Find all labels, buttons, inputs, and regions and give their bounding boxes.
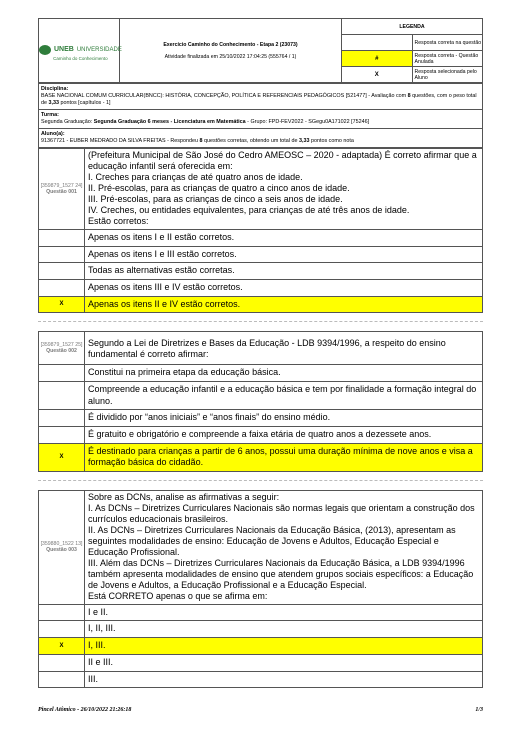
- question-statement: Sobre as DCNs, analise as afirmativas a seguir: I. As DCNs – Diretrizes Curriculares Nacionais são normas legais que orientam a construção dos currículos educacionais brasileiros. II. As DCNs – Diretrizes Curriculares Nacionais da Educação Básica, (2013), apresentam as seguintes modalidades de ensino: Educação de Jovens e Adultos, Educação Especial e Educação Profissional. III. Além das DCNs – Diretrizes Curriculares Nacionais da Educação Básica, a LDB 9394/1996 também apresenta modalidades de ensino que atendem grupos sociais específicos: a Educação de Jovens e Adultos, a Educação Profissional e a Educação Especial. Está CORRETO apenas o que se afirma em:: [85, 491, 483, 605]
- legend-symbol-correct: [342, 35, 413, 51]
- answer-option[interactable]: É dividido por “anos iniciais” e “anos finais” do ensino médio.: [39, 410, 483, 427]
- legend-text-selected: Resposta selecionada pelo Aluno: [412, 67, 483, 83]
- legend-heading: LEGENDA: [342, 19, 483, 35]
- disciplina-cell: Disciplina: BASE NACIONAL COMUM CURRICULAR(BNCC): HISTÓRIA, CONCEPÇÃO, POLÍTICA E REFERENCIAIS PEDAGÓGICOS [521477] - Avaliação com 8 questões, com o peso total de 3,33 pontos [capítulos - 1]: [39, 84, 483, 110]
- page-number: 1/3: [475, 707, 483, 713]
- answer-option[interactable]: Apenas os itens III e IV estão corretos.: [39, 279, 483, 296]
- title-cell: [120, 19, 342, 83]
- header-table: [38, 18, 483, 83]
- answer-option[interactable]: II e III.: [39, 654, 483, 671]
- answer-option[interactable]: Apenas os itens I e III estão corretos.: [39, 246, 483, 263]
- question-id: [359879_1527 25] Questão 002: [39, 332, 85, 365]
- legend-text-annulled: Resposta correta - Questão Anulada: [412, 51, 483, 67]
- question-statement: (Prefeitura Municipal de São José do Cedro AMEOSC – 2020 - adaptada) É correto afirmar que a educação infantil será oferecida em: I. Creches para crianças de até quatro anos de idade. II. Pré-escolas, para as crianças de quatro a cinco anos de idade. III. Pré-escolas, para as crianças de cinco a seis anos de idade. IV. Creches, ou entidades equivalentes, para crianças de até três anos de idade. Estão corretos:: [85, 149, 483, 230]
- answer-option[interactable]: I e II.: [39, 604, 483, 621]
- footer-timestamp: Pincel Atômico - 26/10/2022 21:26:18: [38, 707, 132, 713]
- question-id: [359879_1527 24] Questão 001: [39, 149, 85, 230]
- legend-symbol-annulled: #: [342, 51, 413, 67]
- answer-option[interactable]: Todas as alternativas estão corretas.: [39, 263, 483, 280]
- logo-cell: [39, 19, 120, 83]
- logo-emblem-icon: [39, 45, 51, 55]
- answer-option[interactable]: Compreende a educação infantil e a educação básica e tem por finalidade a formação integral do aluno.: [39, 381, 483, 409]
- legend-symbol-selected: X: [342, 67, 413, 83]
- question-id: [359880_1522 13] Questão 003: [39, 491, 85, 605]
- question-002: [38, 331, 483, 472]
- aluno-cell: Aluno(a): 91367721 - EUBER MEDRADO DA SILVA FREITAS - Respondeu 8 questões corretas, obtendo um total de 3,33 pontos como nota: [39, 129, 483, 148]
- answer-option[interactable]: Constitui na primeira etapa da educação básica.: [39, 365, 483, 382]
- exam-subtitle: Atividade finalizada em 25/10/2022 17:04:25 (555764 / 1): [164, 53, 297, 60]
- answer-option-selected[interactable]: X É destinado para crianças a partir de 6 anos, possui uma duração mínima de nove anos e visa a formação básica do cidadão.: [39, 443, 483, 471]
- exam-title: Exercício Caminho do Conhecimento - Etapa 2 (23073): [163, 41, 298, 48]
- answer-option-selected[interactable]: X Apenas os itens II e IV estão corretos.: [39, 296, 483, 313]
- question-003: [38, 490, 483, 688]
- answer-option[interactable]: Apenas os itens I e II estão corretos.: [39, 229, 483, 246]
- institution-logo: UNEB UNIVERSIDADE Caminho do Conhecimento: [39, 45, 122, 61]
- legend-text-correct: Resposta correta na questão: [412, 35, 483, 51]
- turma-cell: Turma: Segunda Graduação: Segunda Graduação 6 meses - Licenciatura em Matemática - Grupo: FPD-FEV2022 - SGegu0A171022 [75246]: [39, 110, 483, 129]
- question-001: [38, 148, 483, 313]
- answer-option-selected[interactable]: X I, III.: [39, 638, 483, 655]
- exam-sheet: [38, 18, 483, 688]
- page-footer: [38, 707, 483, 713]
- answer-option[interactable]: É gratuito e obrigatório e compreende a faixa etária de quatro anos a dezessete anos.: [39, 427, 483, 444]
- question-statement: Segundo a Lei de Diretrizes e Bases da Educação - LDB 9394/1996, a respeito do ensino fundamental é correto afirmar:: [85, 332, 483, 365]
- answer-option[interactable]: I, II, III.: [39, 621, 483, 638]
- answer-option[interactable]: III.: [39, 671, 483, 688]
- info-table: [38, 83, 483, 148]
